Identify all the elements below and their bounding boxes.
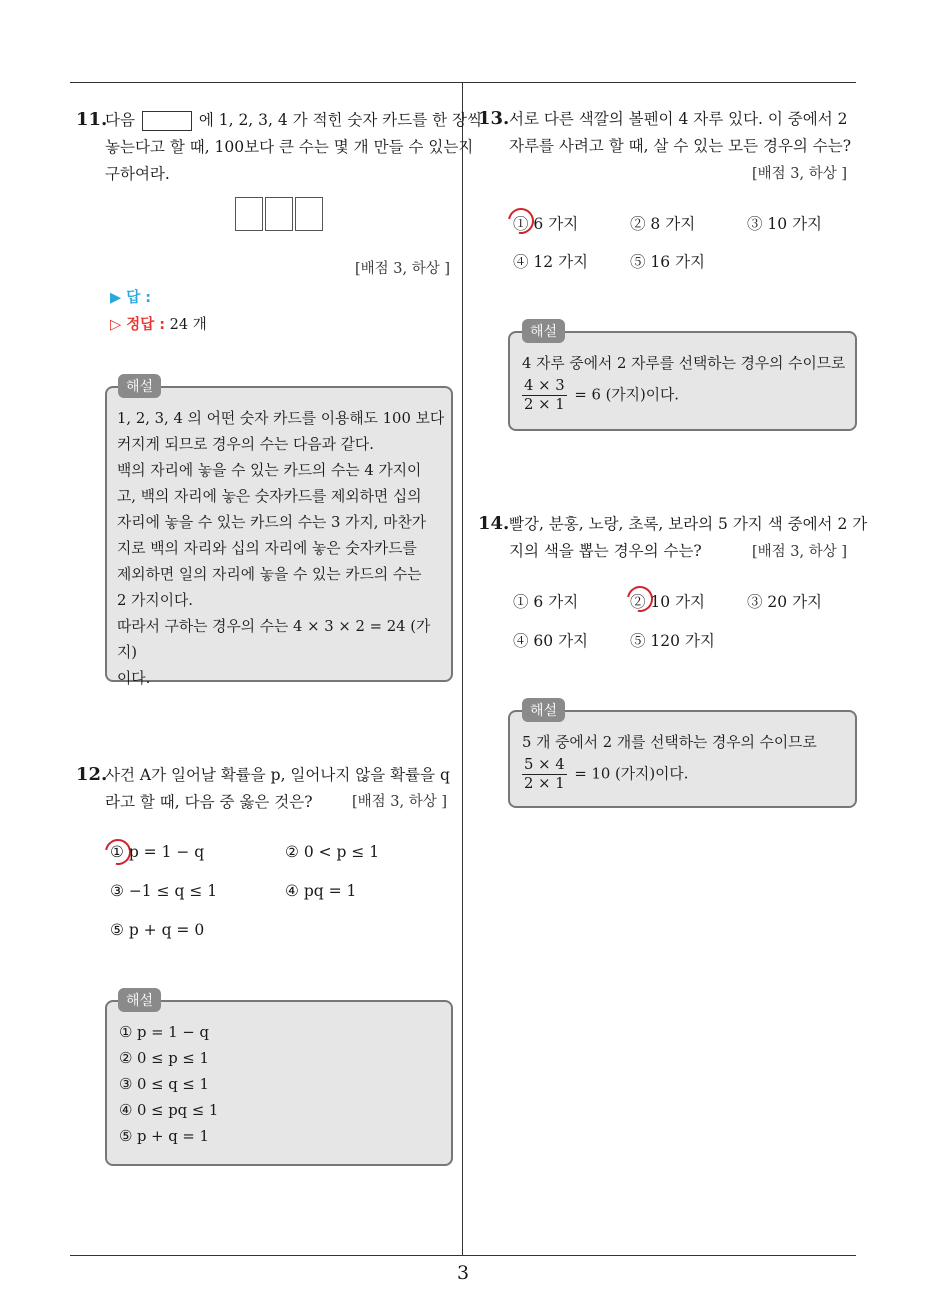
q12-line2: 라고 할 때, 다음 중 옳은 것은? xyxy=(105,793,313,811)
q14-meta: [배점 3, 하상 ] xyxy=(752,544,848,560)
expl-line: 고, 백의 자리에 놓은 숫자카드를 제외하면 십의 xyxy=(117,488,422,505)
q11-explanation-box xyxy=(105,386,453,687)
q13-choice-2[interactable]: ② 8 가지 xyxy=(630,215,696,233)
q12-choice-5[interactable]: ⑤ p + q = 0 xyxy=(110,921,205,939)
fraction-numerator: 5 × 4 xyxy=(524,756,565,773)
expl-line: 제외하면 일의 자리에 놓을 수 있는 카드의 수는 xyxy=(117,566,422,583)
q14-line1: 빨강, 분홍, 노랑, 초록, 보라의 5 가지 색 중에서 2 가 xyxy=(509,515,868,533)
expl-result: = 10 (가지)이다. xyxy=(574,765,689,783)
expl-line: 따라서 구하는 경우의 수는 4 × 3 × 2 = 24 (가지) xyxy=(117,618,431,661)
expl-line: ⑤ p + q = 1 xyxy=(119,1128,209,1145)
card-slot xyxy=(265,197,293,231)
q11-number: 11. xyxy=(76,109,108,130)
correct-label: ▷ 정답 : xyxy=(110,317,166,333)
expl-line: 5 개 중에서 2 개를 선택하는 경우의 수이므로 xyxy=(522,734,817,751)
q13-choice-3[interactable]: ③ 10 가지 xyxy=(747,215,823,233)
q13-choice-4[interactable]: ④ 12 가지 xyxy=(513,253,589,271)
q14-choice-5[interactable]: ⑤ 120 가지 xyxy=(630,632,715,650)
q11-explanation-tag: 해설 xyxy=(118,374,161,398)
q13-line2: 자루를 사려고 할 때, 살 수 있는 모든 경우의 수는? xyxy=(509,137,852,155)
bottom-rule xyxy=(70,1255,856,1256)
q11-text xyxy=(105,107,483,188)
q11-blank-box xyxy=(142,111,192,131)
q14-explanation-tag: 해설 xyxy=(522,698,565,722)
expl-line: 2 가지이다. xyxy=(117,592,193,609)
q14-choice-3[interactable]: ③ 20 가지 xyxy=(747,593,823,611)
q11-correct-line xyxy=(110,313,207,334)
q13-line1: 서로 다른 색깔의 볼펜이 4 자루 있다. 이 중에서 2 xyxy=(509,110,848,128)
q11-card-slots xyxy=(235,197,323,231)
expl-line: ② 0 ≤ p ≤ 1 xyxy=(119,1050,209,1067)
q11-explanation-text xyxy=(117,406,447,692)
q11-answer-line xyxy=(110,286,151,307)
expl-line: ④ 0 ≤ pq ≤ 1 xyxy=(119,1102,219,1119)
q13-number: 13. xyxy=(478,108,510,129)
expl-line: 지로 백의 자리와 십의 자리에 놓은 숫자카드를 xyxy=(117,540,417,557)
q13-explanation-box xyxy=(508,331,857,431)
top-rule xyxy=(70,82,856,83)
q14-number: 14. xyxy=(478,513,510,534)
fraction-numerator: 4 × 3 xyxy=(524,377,565,394)
expl-result: = 6 (가지)이다. xyxy=(574,386,680,404)
q12-choice-2[interactable]: ② 0 < p ≤ 1 xyxy=(285,843,380,861)
answer-label: ▶ 답 : xyxy=(110,290,152,306)
fraction xyxy=(522,756,567,793)
q13-explanation-text xyxy=(522,351,852,414)
expl-line: ① p = 1 − q xyxy=(119,1024,209,1041)
q12-choice-3[interactable]: ③ −1 ≤ q ≤ 1 xyxy=(110,882,218,900)
card-slot xyxy=(295,197,323,231)
correct-value: 24 개 xyxy=(169,317,207,333)
q12-meta: [배점 3, 하상 ] xyxy=(352,794,448,810)
q12-explanation-text xyxy=(119,1020,439,1150)
q12-line1: 사건 A가 일어날 확률을 p, 일어나지 않을 확률을 q xyxy=(105,766,450,784)
q11-meta: [배점 3, 하상 ] xyxy=(355,261,451,277)
q13-choice-5[interactable]: ⑤ 16 가지 xyxy=(630,253,706,271)
column-divider xyxy=(462,83,463,1255)
page-number: 3 xyxy=(456,1262,470,1284)
q13-explanation-tag: 해설 xyxy=(522,319,565,343)
q14-choice-1[interactable]: ① 6 가지 xyxy=(513,593,579,611)
q11-text-mid: 에 1, 2, 3, 4 가 적힌 숫자 카드를 한 장씩 xyxy=(198,111,483,129)
q14-line2: 지의 색을 뽑는 경우의 수는? xyxy=(509,542,702,560)
q14-choice-2[interactable]: ② 10 가지 xyxy=(630,593,706,611)
expl-line: 1, 2, 3, 4 의 어떤 숫자 카드를 이용해도 100 보다 xyxy=(117,410,445,427)
q12-choice-1[interactable]: ① p = 1 − q xyxy=(110,843,205,861)
fraction-denominator: 2 × 1 xyxy=(524,396,565,413)
q11-line3: 구하여라. xyxy=(105,165,170,183)
q14-explanation-text xyxy=(522,730,852,793)
q11-text-start: 다음 xyxy=(105,111,135,129)
expl-line: 이다. xyxy=(117,670,151,687)
q14-explanation-box xyxy=(508,710,857,808)
q11-line2: 놓는다고 할 때, 100보다 큰 수는 몇 개 만들 수 있는지 xyxy=(105,138,474,156)
q13-meta: [배점 3, 하상 ] xyxy=(752,166,848,182)
expl-fraction-line xyxy=(522,756,852,793)
fraction-denominator: 2 × 1 xyxy=(524,775,565,792)
expl-line: 자리에 놓을 수 있는 카드의 수는 3 가지, 마찬가 xyxy=(117,514,427,531)
q12-explanation-tag: 해설 xyxy=(118,988,161,1012)
q12-number: 12. xyxy=(76,764,108,785)
expl-line: 백의 자리에 놓을 수 있는 카드의 수는 4 가지이 xyxy=(117,462,422,479)
q14-choice-4[interactable]: ④ 60 가지 xyxy=(513,632,589,650)
q12-explanation-box xyxy=(105,1000,453,1166)
q12-choice-4[interactable]: ④ pq = 1 xyxy=(285,882,357,900)
expl-line: 4 자루 중에서 2 자루를 선택하는 경우의 수이므로 xyxy=(522,355,846,372)
expl-line: ③ 0 ≤ q ≤ 1 xyxy=(119,1076,209,1093)
q13-choice-1[interactable]: ① 6 가지 xyxy=(513,215,579,233)
fraction xyxy=(522,377,567,414)
expl-line: 커지게 되므로 경우의 수는 다음과 같다. xyxy=(117,436,374,453)
expl-fraction-line xyxy=(522,377,852,414)
q13-text xyxy=(509,106,861,160)
card-slot xyxy=(235,197,263,231)
